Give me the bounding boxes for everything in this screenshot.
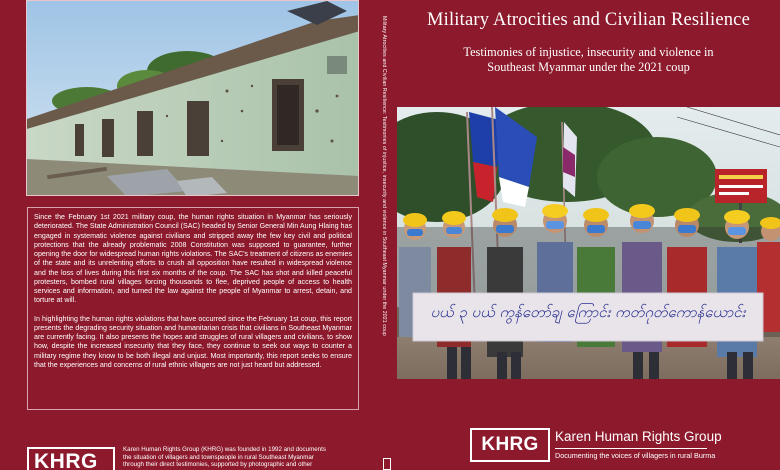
protest-banner-text: ပယ် ၃ ပယ် ကွန်တော်ချ ကြောင်း ကတ်ဂုတ်ကောန်ယောင်း — [430, 303, 746, 321]
about-line-2: the situation of villagers and townspeople in rural Southeast Myanmar — [123, 453, 314, 461]
khrg-about-text — [123, 446, 359, 469]
subtitle-line-1: Testimonies of injustice, insecurity and violence in — [463, 45, 714, 59]
summary-paragraph-2: In highlighting the human rights violations that have occurred since the February 1st coup, this report presents the degrading security situation and humanitarian crisis that civilians in Southeast Myanmar are currently facing. It also presents the hopes and struggles of rural villagers and civilians, to show how, despite the increased insecurity that they face, they continue to seek out ways to counter a military regime they know to be both illegal and unjust. Most importantly, this report seeks to ensure that the experiences and concerns of rural ethnic villagers are not just heard but addressed. — [34, 314, 352, 369]
about-line-1: Karen Human Rights Group (KHRG) was founded in 1992 and documents — [123, 446, 326, 453]
protest-photo — [397, 107, 780, 379]
book-spine — [377, 0, 397, 470]
org-tagline: Documenting the voices of villagers in rural Burma — [555, 451, 716, 460]
back-cover-summary — [27, 207, 359, 410]
report-subtitle — [397, 45, 780, 75]
spine-title: Military Atrocities and Civilian Resilience: Testimonies of injustice, insecurity and violence in Southeast Myanmar under the 2021 coup — [381, 16, 387, 336]
khrg-front-branding — [470, 428, 770, 464]
damaged-building-photo — [26, 0, 359, 196]
subtitle-line-2: Southeast Myanmar under the 2021 coup — [487, 60, 690, 74]
khrg-front-logo: KHRG — [470, 428, 550, 462]
org-divider — [555, 448, 707, 449]
khrg-back-logo: KHRG — [27, 447, 115, 470]
about-line-3: through their direct testimonies, supported by photographic and other — [123, 461, 313, 469]
org-name: Karen Human Rights Group — [555, 429, 722, 444]
spine-logo — [383, 458, 391, 470]
report-title: Military Atrocities and Civilian Resilience — [426, 10, 751, 30]
summary-paragraph-1: Since the February 1st 2021 military coup, the human rights situation in Myanmar has seriously deteriorated. The State Administration Council (SAC) headed by Senior General Min Aung Hlaing has engaged in systematic violence against civilians and stripped away the few key civil and political protections that the already problematic 2008 Constitution was supposed to guarantee, further opening the door for widespread human rights violations. The SAC's treatment of citizens as enemies of the state and its unrelenting efforts to crush all opposition have resulted in widespread violence and the loss of lives during this first six months of the coup. The SAC has shot and killed peaceful protesters, bombed rural villages forcing thousands to flee, deprived people of access to health services and information, and turned the law against the people of Myanmar to arrest, detain, and torture at will. — [34, 213, 352, 305]
